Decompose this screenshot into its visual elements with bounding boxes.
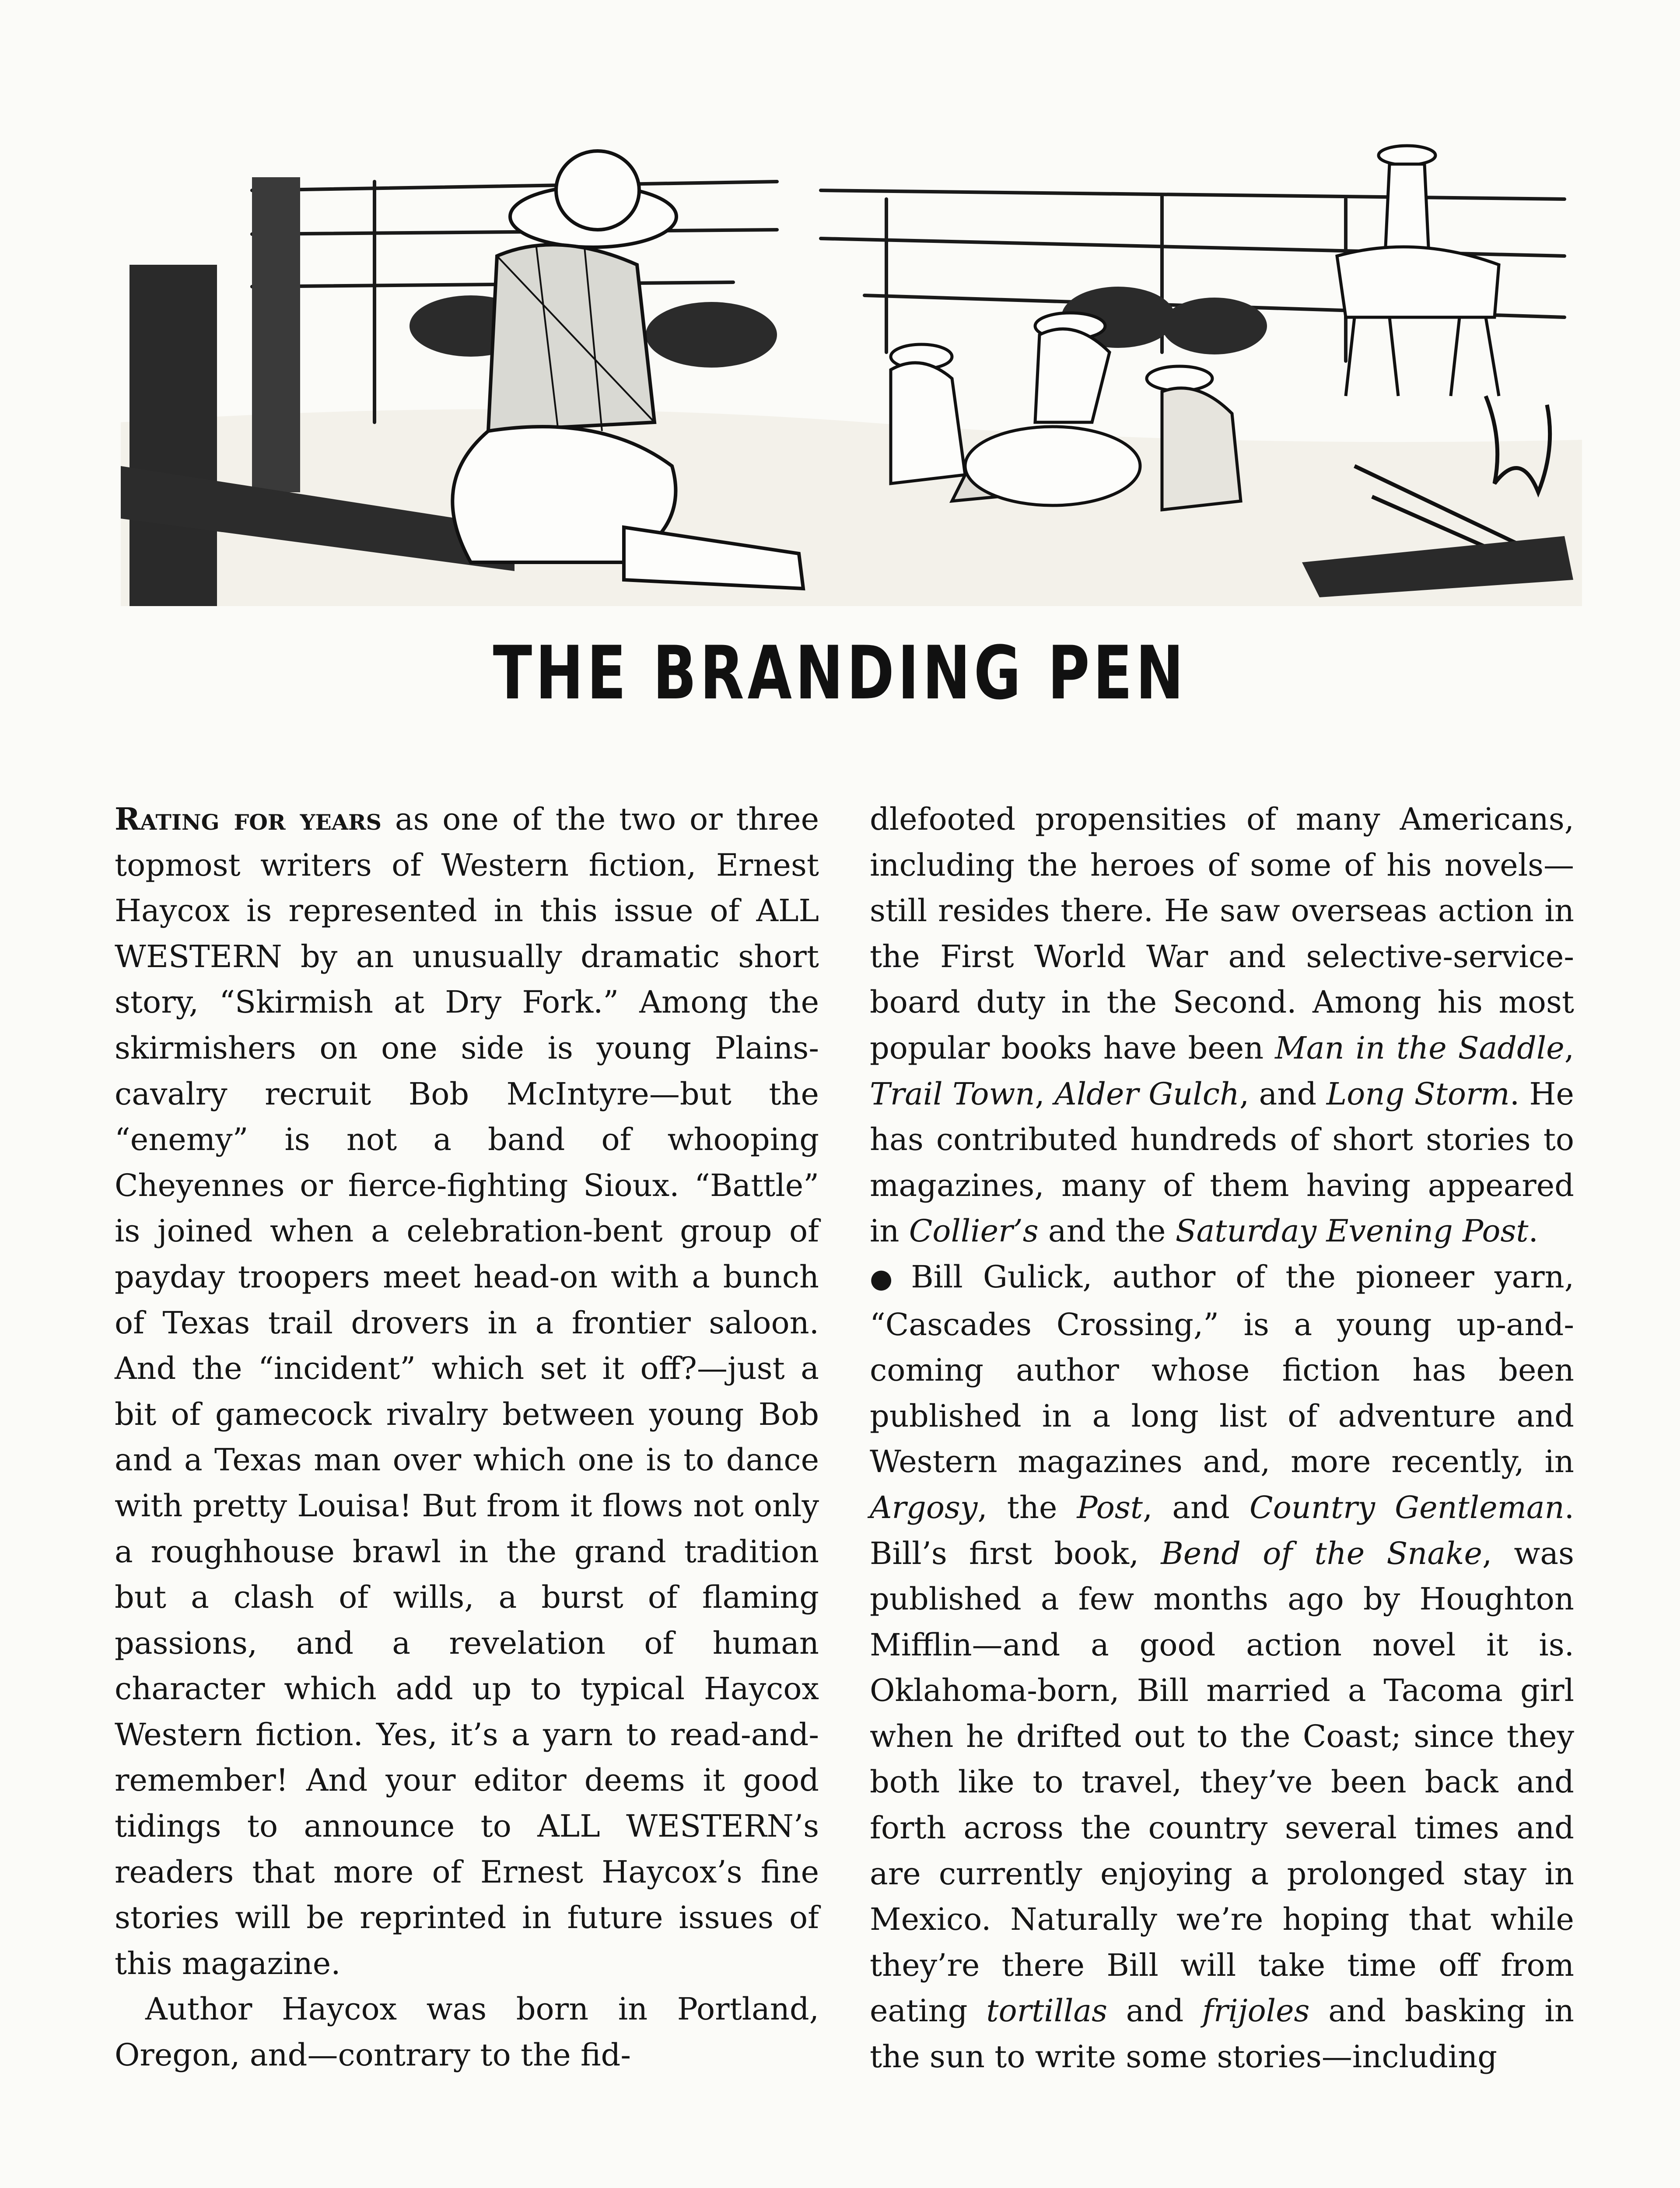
text-run: , the bbox=[977, 1489, 1077, 1525]
text-run: and basking in the sun to write some stories—including bbox=[870, 1993, 1574, 2075]
book-title: Alder Gulch bbox=[1054, 1076, 1239, 1112]
paragraph-haycox-bio-cont bbox=[870, 796, 1574, 1254]
text-run: , bbox=[1564, 1030, 1574, 1066]
text-run: dlefooted propensities of many Americans, including the heroes of some of his novels—still resides there. He saw overseas action in the First World War and selective-service-board duty in the Second. Among his most popular books have been bbox=[870, 801, 1574, 1066]
paragraph-gulick bbox=[870, 1254, 1574, 2080]
book-title: Bend of the Snake bbox=[1161, 1535, 1482, 1571]
magazine-title: Post bbox=[1077, 1489, 1143, 1525]
text-run: . Bill’s first book, bbox=[870, 1489, 1574, 1571]
text-run: and bbox=[1107, 1993, 1203, 2029]
text-run: Bill Gulick, author of the pioneer yarn, “Cascades Crossing,” is a young up-and-coming author whose fiction has been published in a long list of adventure and Western magazines and, more recently, in bbox=[870, 1259, 1574, 1480]
magazine-title: Saturday Evening Post bbox=[1175, 1213, 1529, 1249]
book-title: Trail Town bbox=[870, 1076, 1035, 1112]
page-title: THE BRANDING PEN bbox=[493, 630, 1187, 716]
book-title: Man in the Saddle bbox=[1275, 1030, 1564, 1066]
text-run: and the bbox=[1038, 1213, 1176, 1249]
magazine-title: Argosy bbox=[870, 1489, 978, 1525]
text-run: , was published a few months ago by Houghton Mifflin—and a good action novel it is. Oklahoma-born, Bill married a Tacoma girl when he drifted out to the Coast; since they both like to travel, they’ve been back and forth across the country several times and are currently enjoying a prolonged stay in Mexico. Naturally we’re hoping that while they’re there Bill will take time off from eating bbox=[870, 1535, 1575, 2029]
book-title: Long Storm bbox=[1326, 1076, 1510, 1112]
text-run: , and bbox=[1239, 1076, 1326, 1112]
paragraph-body: as one of the two or three topmost writers of Western fiction, Ernest Haycox is represented in this issue of ALL WESTERN by an unusually dramatic short story, “Skirmish at Dry Fork.” Among the skirmishers on one side is young Plains-cavalry recruit Bob McIntyre—but the “enemy” is not a band of whooping Cheyennes or fierce-fighting Sioux. “Battle” is joined when a celebration-bent group of payday troopers meet head-on with a bunch of Texas trail drovers in a frontier saloon. And the “incident” which set it off?—just a bit of gamecock rivalry between young Bob and a Texas man over which one is to dance with pretty Louisa! But from it flows not only a roughhouse brawl in the grand tradition but a clash of wills, a burst of flaming passions, and a revelation of human character which add up to typical Haycox Western fiction. Yes, it’s a yarn to read-and-remember! And your editor deems it good tidings to announce to ALL WESTERN’s readers that more of Ernest Haycox’s fine stories will be reprinted in future issues of this magazine. bbox=[115, 801, 819, 1981]
lead-in: Rating for years bbox=[115, 801, 382, 837]
text-run: , bbox=[1035, 1076, 1055, 1112]
left-column bbox=[115, 796, 819, 2078]
branding-pen-illustration bbox=[121, 90, 1582, 606]
magazine-title: Country Gentleman bbox=[1250, 1489, 1564, 1525]
magazine-title: Collier’s bbox=[909, 1213, 1039, 1249]
text-run: , and bbox=[1142, 1489, 1250, 1525]
paragraph-haycox-bio: Author Haycox was born in Portland, Oregon, and—contrary to the fid- bbox=[115, 1991, 819, 2073]
text-run: . He has contributed hundreds of short stories to magazines, many of them having appeared in bbox=[870, 1076, 1574, 1249]
text-run: . bbox=[1528, 1213, 1538, 1249]
food-word: tortillas bbox=[986, 1993, 1108, 2029]
bullet-icon: ● bbox=[870, 1263, 903, 1294]
food-word: frijoles bbox=[1202, 1993, 1310, 2029]
right-column bbox=[870, 796, 1574, 2080]
paragraph-haycox-intro bbox=[115, 796, 819, 1986]
